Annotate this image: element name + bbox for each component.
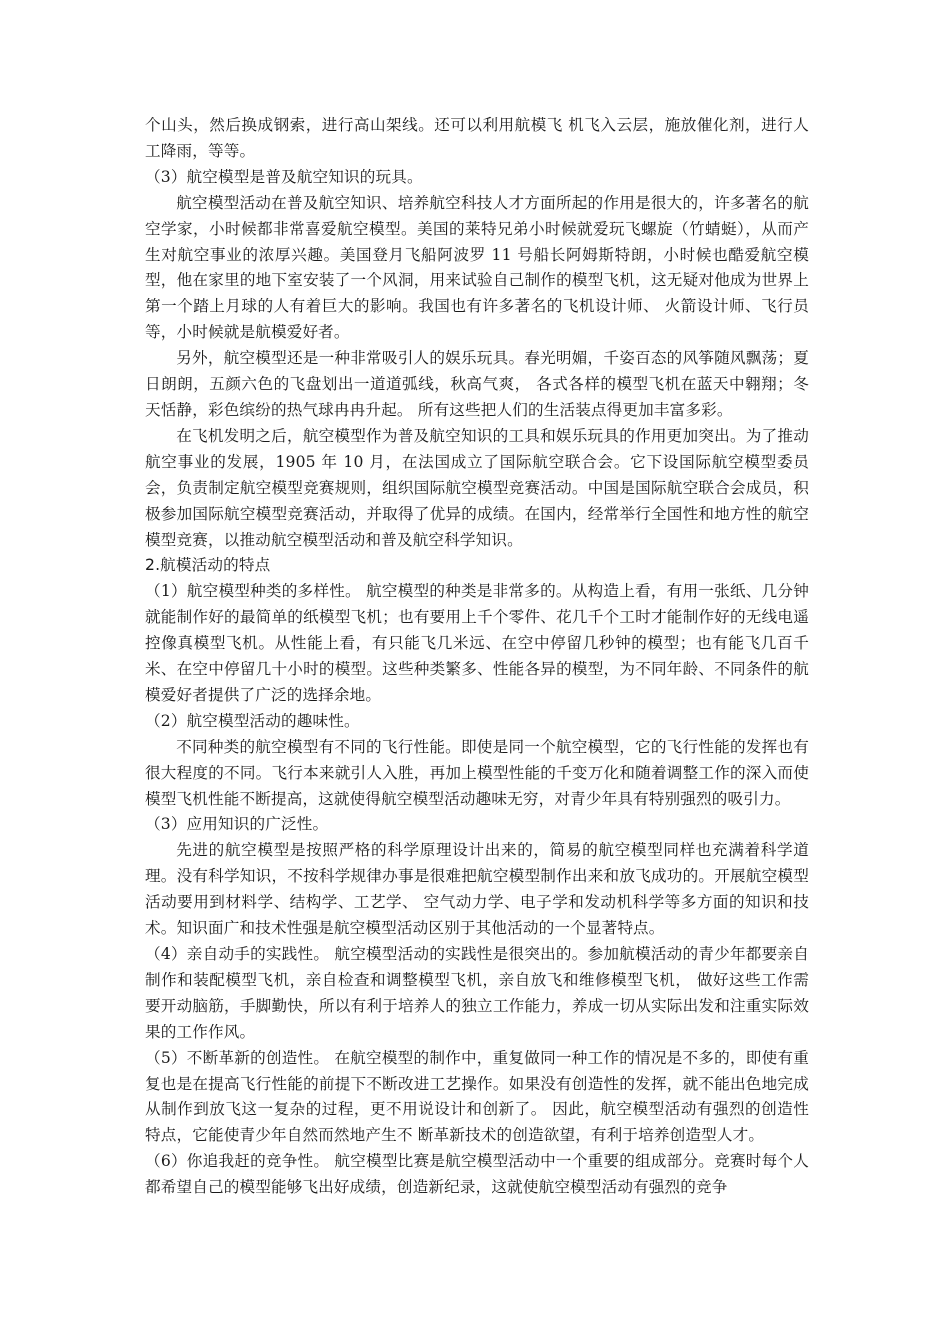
paragraph-competition: （6）你追我赶的竞争性。 航空模型比赛是航空模型活动中一个重要的组成部分。竞赛时每个人都希望自己的模型能够飞出好成绩，创造新纪录，这就使航空模型活动有强烈的竞争 xyxy=(145,1152,809,1197)
paragraph-fun: 不同种类的航空模型有不同的飞行性能。即使是同一个航空模型，它的飞行性能的发挥也有很大程度的不同。飞行本来就引人入胜，再加上模型性能的千变万化和随着调整工作的深入而使模型飞机性能不断提高，这就使得航空模型活动趣味无穷，对青少年具有特别强烈的吸引力。 xyxy=(145,737,809,808)
subheading-popularize-toy: （3）航空模型是普及航空知识的玩具。 xyxy=(145,167,423,186)
paragraph-hands-on: （4）亲自动手的实践性。 航空模型活动的实践性是很突出的。参加航模活动的青少年都要亲自制作和装配模型飞机，亲自检查和调整模型飞机，亲自放飞和维修模型飞机， 做好这些工作需要开动脑筋，手脚勤快，所以有利于培养人的独立工作能力，养成一切从实际出发和注重实际效果的工作作风。 xyxy=(145,945,809,1041)
document-page xyxy=(145,113,809,1201)
paragraph-entertainment: 另外，航空模型还是一种非常吸引人的娱乐玩具。春光明媚，千姿百态的风筝随风飘荡；夏日朗朗，五颜六色的飞盘划出一道道弧线，秋高气爽， 各式各样的模型飞机在蓝天中翱翔；冬天恬静，彩色缤纷的热气球冉冉升起。 所有这些把人们的生活装点得更加丰富多彩。 xyxy=(145,349,809,419)
paragraph-continuation: 个山头，然后换成钢索，进行高山架线。还可以利用航模飞 机飞入云层，施放催化剂，进行人工降雨，等等。 xyxy=(145,116,809,160)
paragraph-creativity: （5）不断革新的创造性。 在航空模型的制作中，重复做同一种工作的情况是不多的，即使有重复也是在提高飞行性能的前提下不断改进工艺操作。如果没有创造性的发挥，就不能出色地完成从制作到放飞这一复杂的过程，更不用说设计和创新了。 因此，航空模型活动有强烈的创造性特点，它能使青少年自然而然地产生不 断革新技术的创造欲望，有利于培养创造型人才。 xyxy=(145,1048,809,1145)
paragraph-diversity: （1）航空模型种类的多样性。 航空模型的种类是非常多的。从构造上看，有用一张纸、几分钟就能制作好的最简单的纸模型飞机；也有要用上千个零件、花几千个工时才能制作好的无线电遥控像真模型飞机。从性能上看，有只能飞几米远、在空中停留几秒钟的模型；也有能飞几百千米、在空中停留几十小时的模型。这些种类繁多、性能各异的模型，为不同年龄、不同条件的航模爱好者提供了广泛的选择余地。 xyxy=(145,582,809,704)
paragraph-knowledge-breadth: 先进的航空模型是按照严格的科学原理设计出来的，简易的航空模型同样也充满着科学道理。没有科学知识，不按科学规律办事是很难把航空模型制作出来和放飞成功的。开展航空模型活动要用到材料学、结构学、工艺学、 空气动力学、电子学和发动机科学等多方面的知识和技术。知识面广和技术性强是航空模型活动区别于其他活动的一个显著特点。 xyxy=(145,841,809,938)
subheading-fun: （2）航空模型活动的趣味性。 xyxy=(145,711,360,730)
paragraph-international-federation: 在飞机发明之后，航空模型作为普及航空知识的工具和娱乐玩具的作用更加突出。为了推动航空事业的发展，1905 年 10 月，在法国成立了国际航空联合会。它下设国际航空模型委员会，负责制定航空模型竞赛规则，组织国际航空模型竞赛活动。中国是国际航空联合会成员，积极参加国际航空模型竞赛活动，并取得了优异的成绩。在国内，经常举行全国性和地方性的航空模型竞赛，以推动航空模型活动和普及航空科学知识。 xyxy=(145,426,809,549)
section-heading-features: 2.航模活动的特点 xyxy=(145,556,271,575)
subheading-knowledge-breadth: （3）应用知识的广泛性。 xyxy=(145,815,329,834)
paragraph-aviation-knowledge: 航空模型活动在普及航空知识、培养航空科技人才方面所起的作用是很大的，许多著名的航空学家，小时候都非常喜爱航空模型。美国的莱特兄弟小时候就爱玩飞螺旋（竹蜻蜓），从而产生对航空事业的浓厚兴趣。美国登月飞船阿波罗 11 号船长阿姆斯特朗，小时候也酷爱航空模型，他在家里的地下室安装了一个风洞，用来试验自己制作的模型飞机，这无疑对他成为世界上第一个踏上月球的人有着巨大的影响。我国也有许多著名的飞机设计师、 火箭设计师、飞行员等，小时候就是航模爱好者。 xyxy=(145,193,809,342)
